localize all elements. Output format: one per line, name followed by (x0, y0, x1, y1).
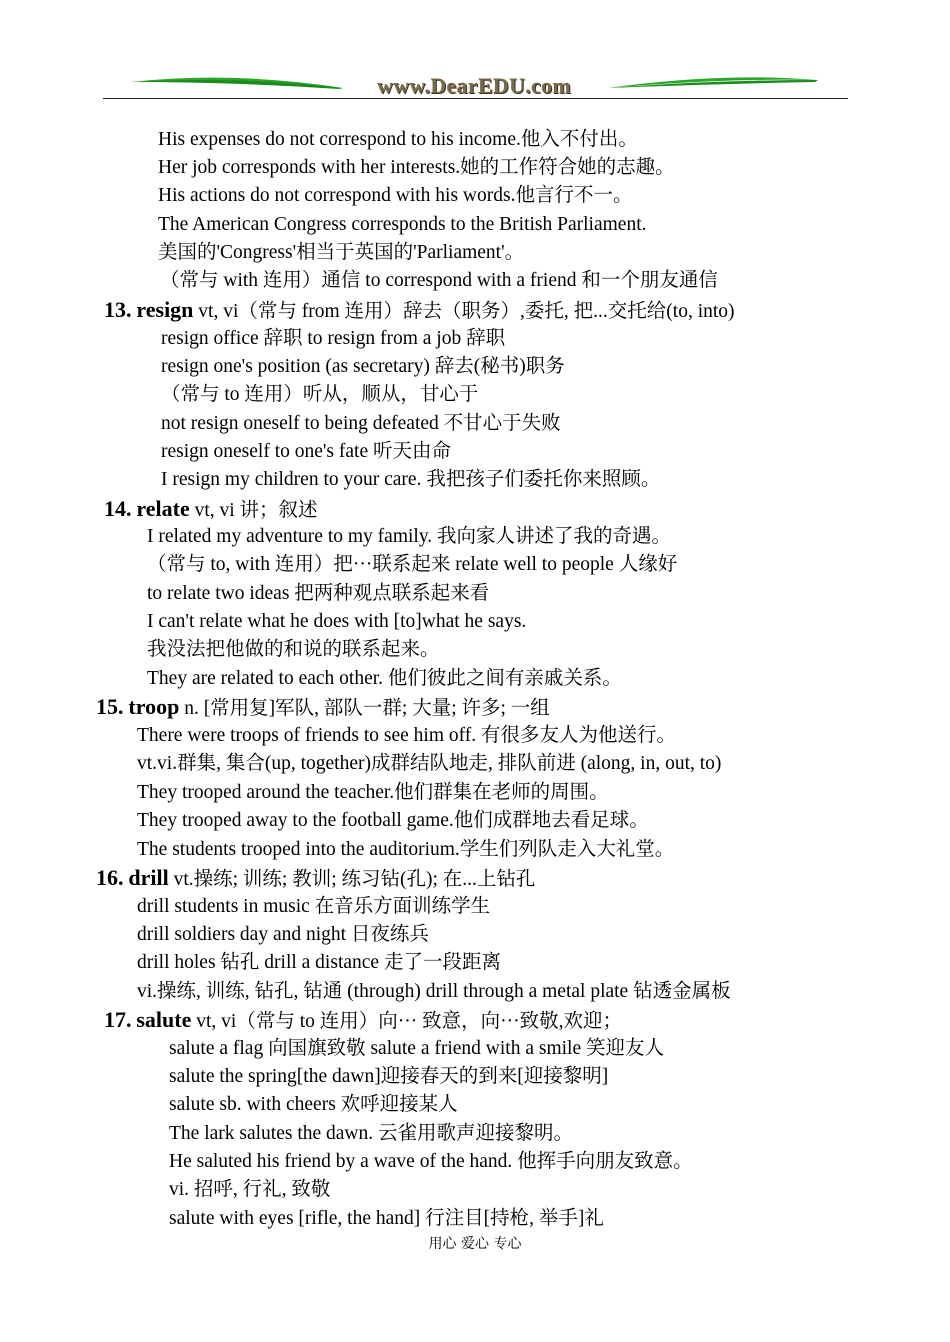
headword: troop (128, 694, 180, 719)
entry-number: 15. (96, 694, 124, 719)
text-line: The American Congress corresponds to the British Parliament. (158, 214, 647, 235)
header-banner (103, 68, 848, 102)
text-line: resign oneself to one's fate 听天由命 (161, 441, 451, 462)
page-footer: 用心 爱心 专心 (428, 1236, 522, 1252)
header-divider (103, 98, 848, 99)
text-line: I resign my children to your care. 我把孩子们委托你来照顾。 (161, 469, 661, 490)
text-line: They trooped around the teacher.他们群集在老师的周围。 (137, 782, 609, 803)
text-line: They are related to each other. 他们彼此之间有亲戚关系。 (147, 668, 622, 689)
headword: drill (128, 865, 169, 890)
text-line: Her job corresponds with her interests.她的工作符合她的志趣。 (158, 157, 675, 178)
text-line: resign one's position (as secretary) 辞去(秘书)职务 (161, 356, 565, 377)
definition: vt, vi（常与 to 连用）向··· 致意，向···致敬,欢迎； (196, 1011, 622, 1032)
text-line: vt.vi.群集, 集合(up, together)成群结队地走, 排队前进 (along, in, out, to) (137, 753, 722, 774)
entry-heading-relate (104, 497, 318, 521)
headword: resign (136, 297, 194, 322)
text-line: drill holes 钻孔 drill a distance 走了一段距离 (137, 952, 501, 973)
text-line: 我没法把他做的和说的联系起来。 (147, 639, 440, 660)
text-line: resign office 辞职 to resign from a job 辞职 (161, 328, 506, 349)
text-line: vi.操练, 训练, 钻孔, 钻通 (through) drill through a metal plate 钻透金属板 (137, 981, 731, 1002)
site-logo-text: www.DearEDU.com (377, 73, 571, 98)
entry-heading-troop (96, 695, 550, 719)
text-line: There were troops of friends to see him off. 有很多友人为他送行。 (137, 725, 677, 746)
text-line: His expenses do not correspond to his income.他入不付出。 (158, 129, 638, 150)
definition: vt, vi（常与 from 连用）辞去（职务）,委托, 把...交托给(to, into) (198, 301, 735, 322)
text-line: They trooped away to the football game.他们成群地去看足球。 (137, 810, 649, 831)
definition: n. [常用复]军队, 部队一群; 大量; 许多; 一组 (184, 698, 550, 719)
entry-number: 14. (104, 496, 132, 521)
text-line: （常与 with 连用）通信 to correspond with a friend 和一个朋友通信 (160, 270, 718, 291)
text-line: He saluted his friend by a wave of the hand. 他挥手向朋友致意。 (169, 1151, 693, 1172)
text-line: The lark salutes the dawn. 云雀用歌声迎接黎明。 (169, 1123, 574, 1144)
entry-number: 13. (104, 297, 132, 322)
text-line: His actions do not correspond with his words.他言行不一。 (158, 185, 633, 206)
text-line: （常与 to 连用）听从，顺从，甘心于 (161, 384, 479, 405)
headword: relate (136, 496, 190, 521)
text-line: vi. 招呼, 行礼, 致敬 (169, 1179, 331, 1200)
entry-heading-salute (104, 1008, 622, 1032)
headword: salute (136, 1007, 192, 1032)
entry-number: 16. (96, 865, 124, 890)
text-line: not resign oneself to being defeated 不甘心于失败 (161, 413, 561, 434)
text-line: I related my adventure to my family. 我向家人讲述了我的奇遇。 (147, 526, 672, 547)
text-line: drill students in music 在音乐方面训练学生 (137, 896, 491, 917)
text-line: to relate two ideas 把两种观点联系起来看 (147, 583, 490, 604)
text-line: salute sb. with cheers 欢呼迎接某人 (169, 1094, 458, 1115)
entry-heading-resign (104, 298, 735, 322)
text-line: The students trooped into the auditorium.学生们列队走入大礼堂。 (137, 839, 675, 860)
definition: vt, vi 讲；叙述 (194, 500, 318, 521)
text-line: salute a flag 向国旗致敬 salute a friend with a smile 笑迎友人 (169, 1038, 664, 1059)
text-line: 美国的'Congress'相当于英国的'Parliament'。 (158, 242, 525, 263)
text-line: salute with eyes [rifle, the hand] 行注目[持枪, 举手]礼 (169, 1208, 604, 1229)
text-line: I can't relate what he does with [to]what he says. (147, 611, 527, 632)
entry-heading-drill (96, 866, 535, 890)
text-line: salute the spring[the dawn]迎接春天的到来[迎接黎明] (169, 1066, 609, 1087)
text-line: drill soldiers day and night 日夜练兵 (137, 924, 429, 945)
entry-number: 17. (104, 1007, 132, 1032)
text-line: （常与 to, with 连用）把···联系起来 relate well to people 人缘好 (147, 554, 678, 575)
definition: vt.操练; 训练; 教训; 练习钻(孔); 在...上钻孔 (173, 869, 536, 890)
